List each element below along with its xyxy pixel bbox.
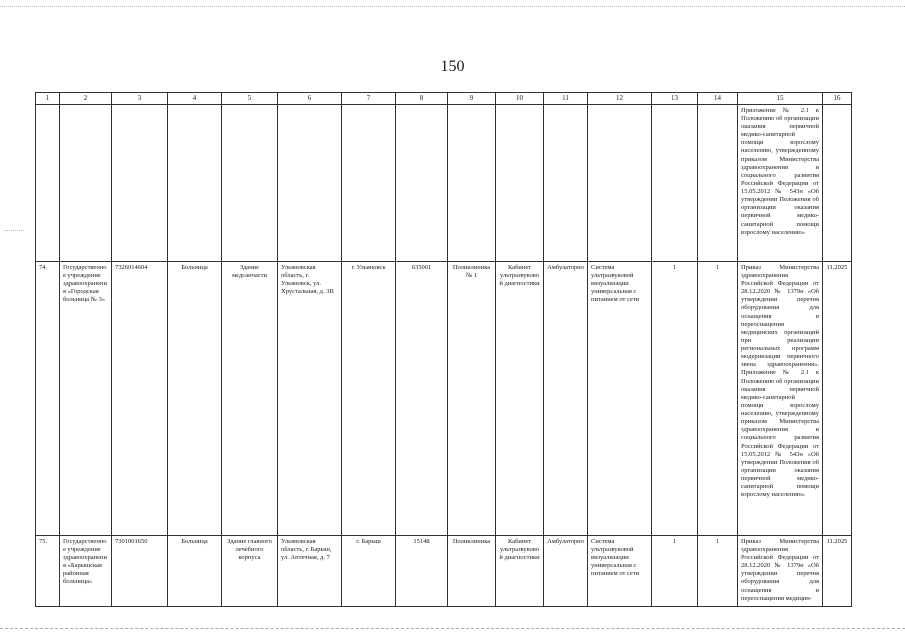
column-number: 5 [222,93,278,105]
scan-artifact-bottom [0,628,905,631]
scan-artifact-top [0,6,905,9]
column-number: 6 [278,93,342,105]
column-number: 10 [496,93,544,105]
cell-address [278,104,342,261]
cell-city [342,104,396,261]
cell-date [823,104,852,261]
cell-institution: Государственное учреждение здравоохранения «Барышская районная больница» [60,535,112,606]
table-row-continuation [36,104,852,261]
cell-qty-b: 1 [698,261,738,535]
column-number: 15 [738,93,823,105]
cell-basis: Приложение № 2.1 к Положению об организации оказания первичной медико-санитарной помощи взрослому населению, утвержденному приказом Министерства здравоохранения и социального развития Российской Федерации от 15.05.2012 № 543н «Об утверждении Положения об организации оказания первичной медико-санитарной помощи взрослому населению» [738,104,823,261]
cell-date: 11.2025 [823,261,852,535]
cell-city: г. Барыш [342,535,396,606]
cell-unit [448,104,496,261]
table-row [36,261,852,535]
cell-type: Больница [168,535,222,606]
cell-equipment: Система ультразвуковой визуализации универсальная с питанием от сети [588,535,652,606]
column-number: 13 [652,93,698,105]
cell-mode [544,104,588,261]
cell-qty-a: 1 [652,261,698,535]
cell-type: Больница [168,261,222,535]
column-number: 2 [60,93,112,105]
page-number: 150 [440,58,465,75]
cell-institution [60,104,112,261]
cell-inn: 7301001650 [112,535,168,606]
cell-unit: Поликлиника [448,535,496,606]
column-number-row [36,93,852,105]
cell-cabinet [496,104,544,261]
cell-type [168,104,222,261]
cell-qty-b [698,104,738,261]
cell-code [396,104,448,261]
cell-institution: Государственное учреждение здравоохранения «Городская больница № 3» [60,261,112,535]
cell-qty-b: 1 [698,535,738,606]
cell-building: Здание главного лечебного корпуса [222,535,278,606]
cell-qty-a: 1 [652,535,698,606]
cell-equipment: Система ультразвуковой визуализации универсальная с питанием от сети [588,261,652,535]
cell-code: 15148 [396,535,448,606]
column-number: 8 [396,93,448,105]
cell-mode: Амбулаторно [544,535,588,606]
cell-mode: Амбулаторно [544,261,588,535]
cell-number: 75. [36,535,60,606]
cell-basis: Приказ Министерства здравоохранения Российской Федерации от 28.12.2020 № 1379н «Об утверждении перечня оборудования для оснащения и переоснащения медицин- [738,535,823,606]
column-number: 14 [698,93,738,105]
cell-cabinet: Кабинет ультразвуковой диагностики [496,261,544,535]
cell-cabinet: Кабинет ультразвуковой диагностики [496,535,544,606]
cell-date: 11.2025 [823,535,852,606]
cell-qty-a [652,104,698,261]
cell-number: 74. [36,261,60,535]
scan-artifact-left [4,230,24,237]
cell-basis: Приказ Министерства здравоохранения Российской Федерации от 28.12.2020 № 1379н «Об утверждении перечня оборудования для оснащения и переоснащения медицинских организаций при реализации региональных программ модернизации первичного звена здравоохранения». Приложение № 2.1 к Положению об организации оказания первичной медико-санитарной помощи взрослому населению, утвержденному приказом Министерства здравоохранения и социального развития Российской Федерации от 15.05.2012 № 543н «Об утверждении Положения об организации оказания первичной медико-санитарной помощи взрослому населению» [738,261,823,535]
column-number: 11 [544,93,588,105]
cell-unit: Поликлиника № 1 [448,261,496,535]
column-number: 4 [168,93,222,105]
cell-address: Ульяновская область, г. Барыш, ул. Аптечная, д. 7 [278,535,342,606]
column-number: 16 [823,93,852,105]
cell-code: 635061 [396,261,448,535]
column-number: 9 [448,93,496,105]
cell-number [36,104,60,261]
column-number: 3 [112,93,168,105]
cell-building [222,104,278,261]
column-number: 12 [588,93,652,105]
cell-address: Ульяновская область, г. Ульяновск, ул. Хрустальная, д. 3В [278,261,342,535]
column-number: 7 [342,93,396,105]
equipment-register-table [35,92,852,607]
cell-building: Здание медсанчасти [222,261,278,535]
cell-city: г. Ульяновск [342,261,396,535]
column-number: 1 [36,93,60,105]
cell-inn [112,104,168,261]
cell-inn: 7326014604 [112,261,168,535]
cell-equipment [588,104,652,261]
table-row [36,535,852,606]
